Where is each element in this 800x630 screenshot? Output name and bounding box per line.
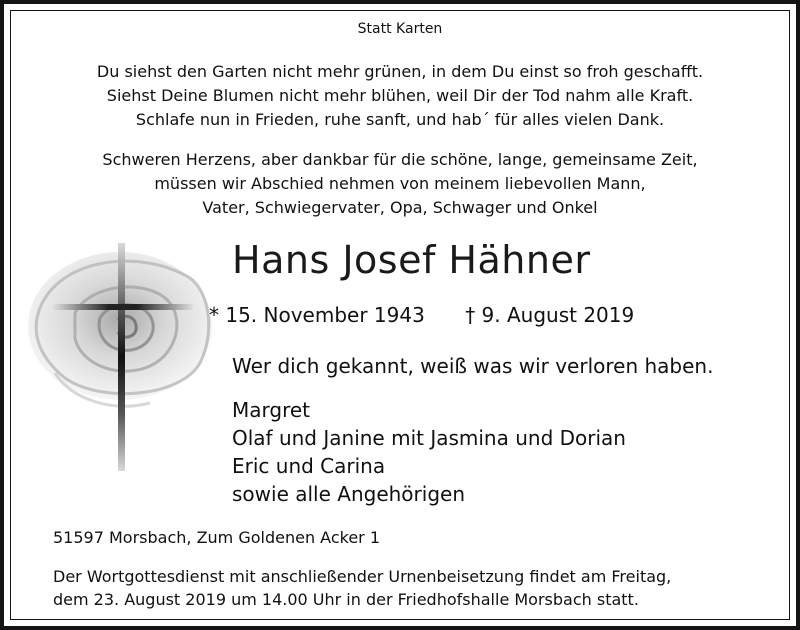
poem-line: Siehst Deine Blumen nicht mehr blühen, weil Dir der Tod nahm alle Kraft. [106,86,694,105]
mourner-entry: sowie alle Angehörigen [232,482,465,506]
poem-line: Du siehst den Garten nicht mehr grünen, in dem Du einst so froh geschafft. [96,62,704,81]
deceased-name: Hans Josef Hähner [232,238,591,282]
mourners-list [232,396,626,508]
service-line: dem 23. August 2019 um 14.00 Uhr in der Friedhofshalle Morsbach statt. [53,590,639,609]
intro-line: müssen wir Abschied nehmen von meinem liebevollen Mann, [154,174,646,193]
mourner-entry: Olaf und Janine mit Jasmina und Dorian [232,426,626,450]
rose-cross-symbol [20,238,250,478]
mourner-entry: Eric und Carina [232,454,386,478]
life-dates [209,303,634,327]
service-info [53,565,671,611]
poem-line: Schlafe nun in Frieden, ruhe sanft, und hab´ für alles vielen Dank. [135,110,665,129]
intro-text [0,148,800,220]
poem [0,60,800,132]
service-line: Der Wortgottesdienst mit anschließender Urnenbeisetzung findet am Freitag, [53,567,672,586]
intro-line: Vater, Schwiegervater, Opa, Schwager und Onkel [202,198,598,217]
mourner-entry: Margret [232,398,311,422]
death-date: † 9. August 2019 [465,303,635,327]
family-address: 51597 Morsbach, Zum Goldenen Acker 1 [53,528,381,547]
header-text: Statt Karten [357,21,443,37]
intro-line: Schweren Herzens, aber dankbar für die schöne, lange, gemeinsame Zeit, [102,150,698,169]
memorial-quote: Wer dich gekannt, weiß was wir verloren haben. [232,354,714,378]
birth-date: * 15. November 1943 [209,303,425,327]
